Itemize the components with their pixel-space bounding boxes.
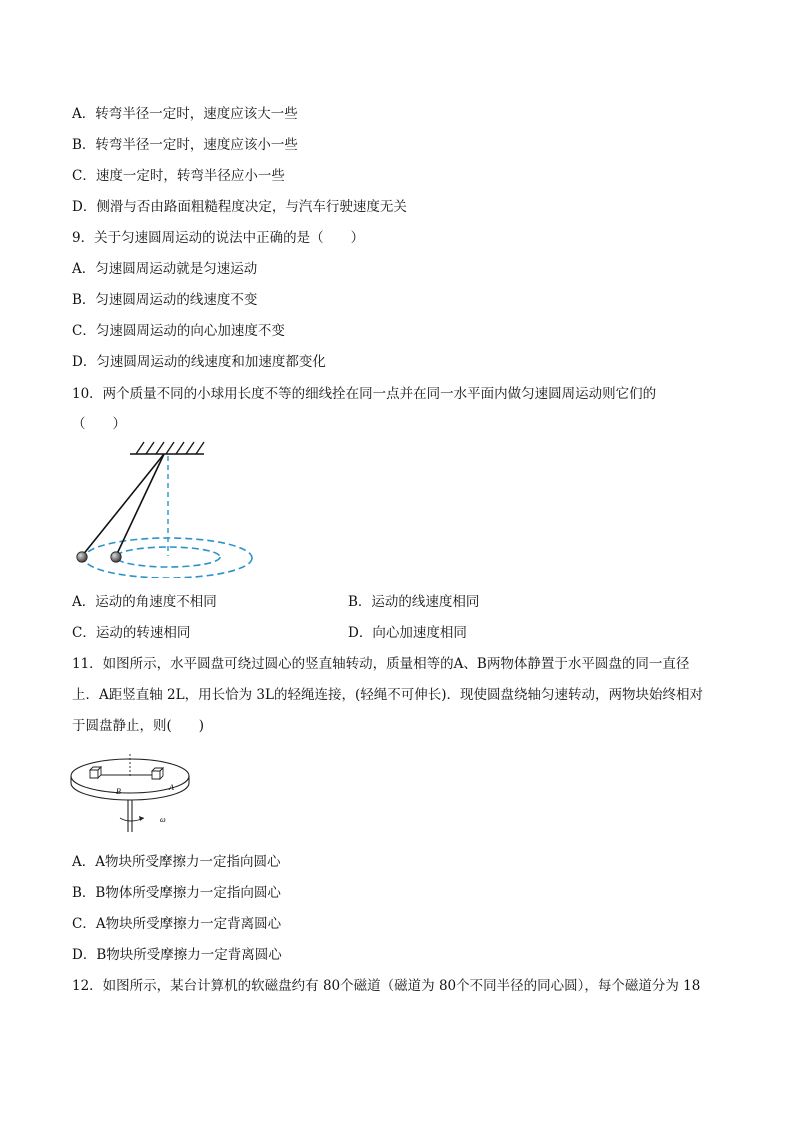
rotating-disk-figure (68, 750, 198, 836)
q9-option-c: C．匀速圆周运动的向心加速度不变 (72, 323, 285, 339)
q9-stem: 9．关于匀速圆周运动的说法中正确的是（ ） (72, 230, 365, 246)
q10-stem-line1: 10．两个质量不同的小球用长度不等的细线拴在同一点并在同一水平面内做匀速圆周运动则它们的 (72, 386, 657, 402)
label-omega: ω (160, 815, 166, 824)
q8-option-d: D．侧滑与否由路面粗糙程度决定，与汽车行驶速度无关 (72, 199, 407, 215)
q11-option-a: A．A物块所受摩擦力一定指向圆心 (72, 854, 281, 870)
q11-option-c: C．A物块所受摩擦力一定背离圆心 (72, 916, 282, 932)
q10-stem-line2: （ ） (72, 416, 126, 432)
q9-option-d: D．匀速圆周运动的线速度和加速度都变化 (72, 354, 326, 370)
q8-option-c: C．速度一定时，转弯半径应小一些 (72, 168, 285, 184)
q10-option-b: B．运动的线速度相同 (348, 594, 480, 610)
q11-stem-line1: 11．如图所示，水平圆盘可绕过圆心的竖直轴转动，质量相等的A、B两物体静置于水平圆盘的同一直径 (72, 656, 690, 672)
q10-option-c: C．运动的转速相同 (72, 625, 191, 641)
q12-stem-line1: 12．如图所示，某台计算机的软磁盘约有 80个磁道（磁道为 80个不同半径的同心圆），每个磁道分为 18 (72, 978, 701, 994)
conical-pendulum-figure (70, 440, 260, 578)
q9-option-b: B．匀速圆周运动的线速度不变 (72, 292, 258, 308)
q8-option-a: A．转弯半径一定时，速度应该大一些 (72, 106, 298, 122)
q11-option-b: B．B物体所受摩擦力一定指向圆心 (72, 885, 281, 901)
q11-option-d: D．B物块所受摩擦力一定背离圆心 (72, 947, 282, 963)
q8-option-b: B．转弯半径一定时，速度应该小一些 (72, 137, 298, 153)
q10-option-d: D．向心加速度相同 (348, 625, 467, 641)
label-b: B (116, 787, 121, 796)
q9-option-a: A．匀速圆周运动就是匀速运动 (72, 261, 258, 277)
q10-option-a: A．运动的角速度不相同 (72, 594, 217, 610)
label-a: A (169, 783, 174, 792)
q11-stem-line3: 于圆盘静止，则( ) (72, 718, 205, 734)
q11-stem-line2: 上．A距竖直轴 2L，用长恰为 3L的轻绳连接，(轻绳不可伸长)．现使圆盘绕轴匀速转动，两物块始终相对 (72, 687, 703, 703)
